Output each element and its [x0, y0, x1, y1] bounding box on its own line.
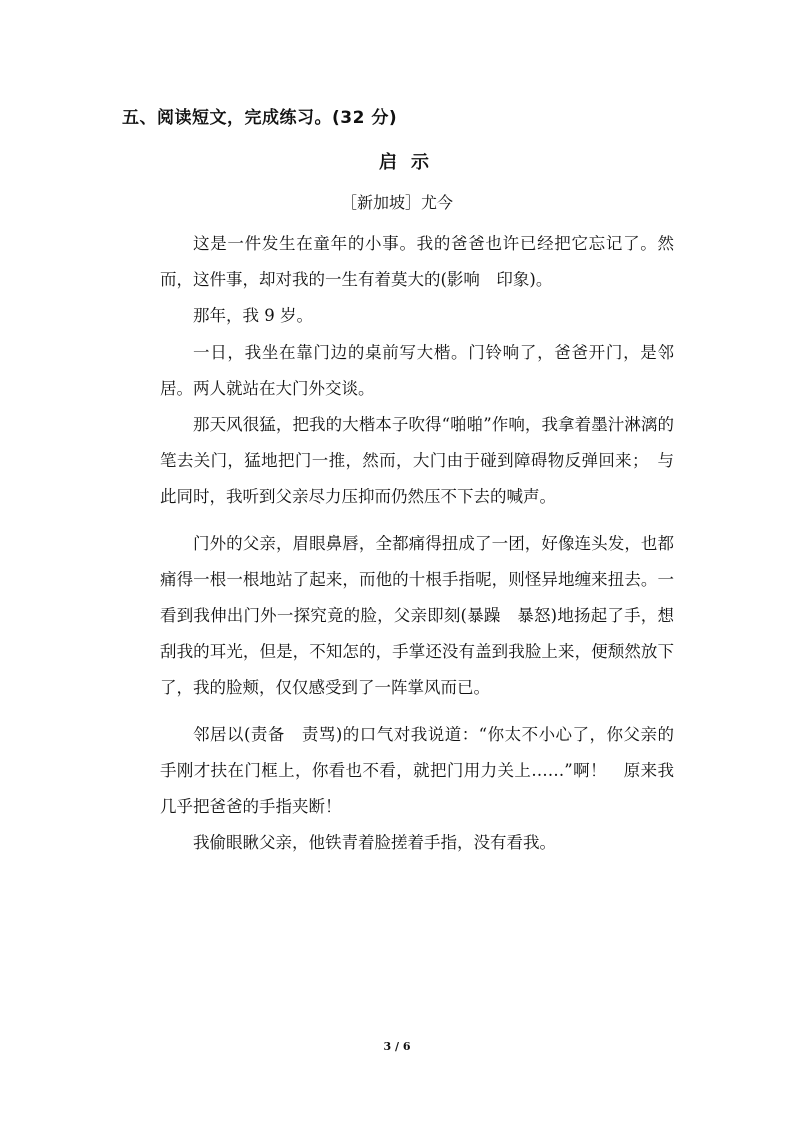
section-heading: 五、阅读短文，完成练习。(32 分) [122, 108, 398, 128]
paragraph: 那年，我 9 岁。 [193, 306, 313, 326]
article-body [160, 226, 674, 861]
paragraph: 这是一件发生在童年的小事。我的爸爸也许已经把它忘记了。然而，这件事，却对我的一生有着莫大的(影响 印象)。 [160, 234, 674, 290]
article-author: ［新加坡］尤今 [340, 193, 453, 212]
paragraph: 我偷眼瞅父亲，他铁青着脸搓着手指，没有看我。 [193, 833, 556, 853]
paragraph: 那天风很猛，把我的大楷本子吹得“啪啪”作响，我拿着墨汁淋漓的笔去关门，猛地把门一推，然而，大门由于碰到障碍物反弹回来； 与此同时，我听到父亲尽力压抑而仍然压不下去的喊声。 [160, 415, 674, 507]
paragraph: 邻居以(责备 责骂)的口气对我说道：“你太不小心了，你父亲的手刚才扶在门框上，你看也不看，就把门用力关上……”啊！ 原来我几乎把爸爸的手指夹断！ [160, 724, 674, 817]
article-title: 启示 [379, 152, 443, 173]
paragraph: 门外的父亲，眉眼鼻唇，全都痛得扭成了一团，好像连头发，也都痛得一根一根地站了起来，而他的十根手指呢，则怪异地缠来扭去。一看到我伸出门外一探究竟的脸，父亲即刻(暴躁 暴怒)地扬起了手，想刮我的耳光，但是，不知怎的，手掌还没有盖到我脸上来，便颓然放下了，我的脸颊，仅仅感受到了一阵掌风而已。 [160, 533, 674, 698]
page-number: 3 / 6 [383, 1040, 411, 1053]
paragraph: 一日，我坐在靠门边的桌前写大楷。门铃响了，爸爸开门，是邻居。两人就站在大门外交谈。 [160, 342, 674, 398]
